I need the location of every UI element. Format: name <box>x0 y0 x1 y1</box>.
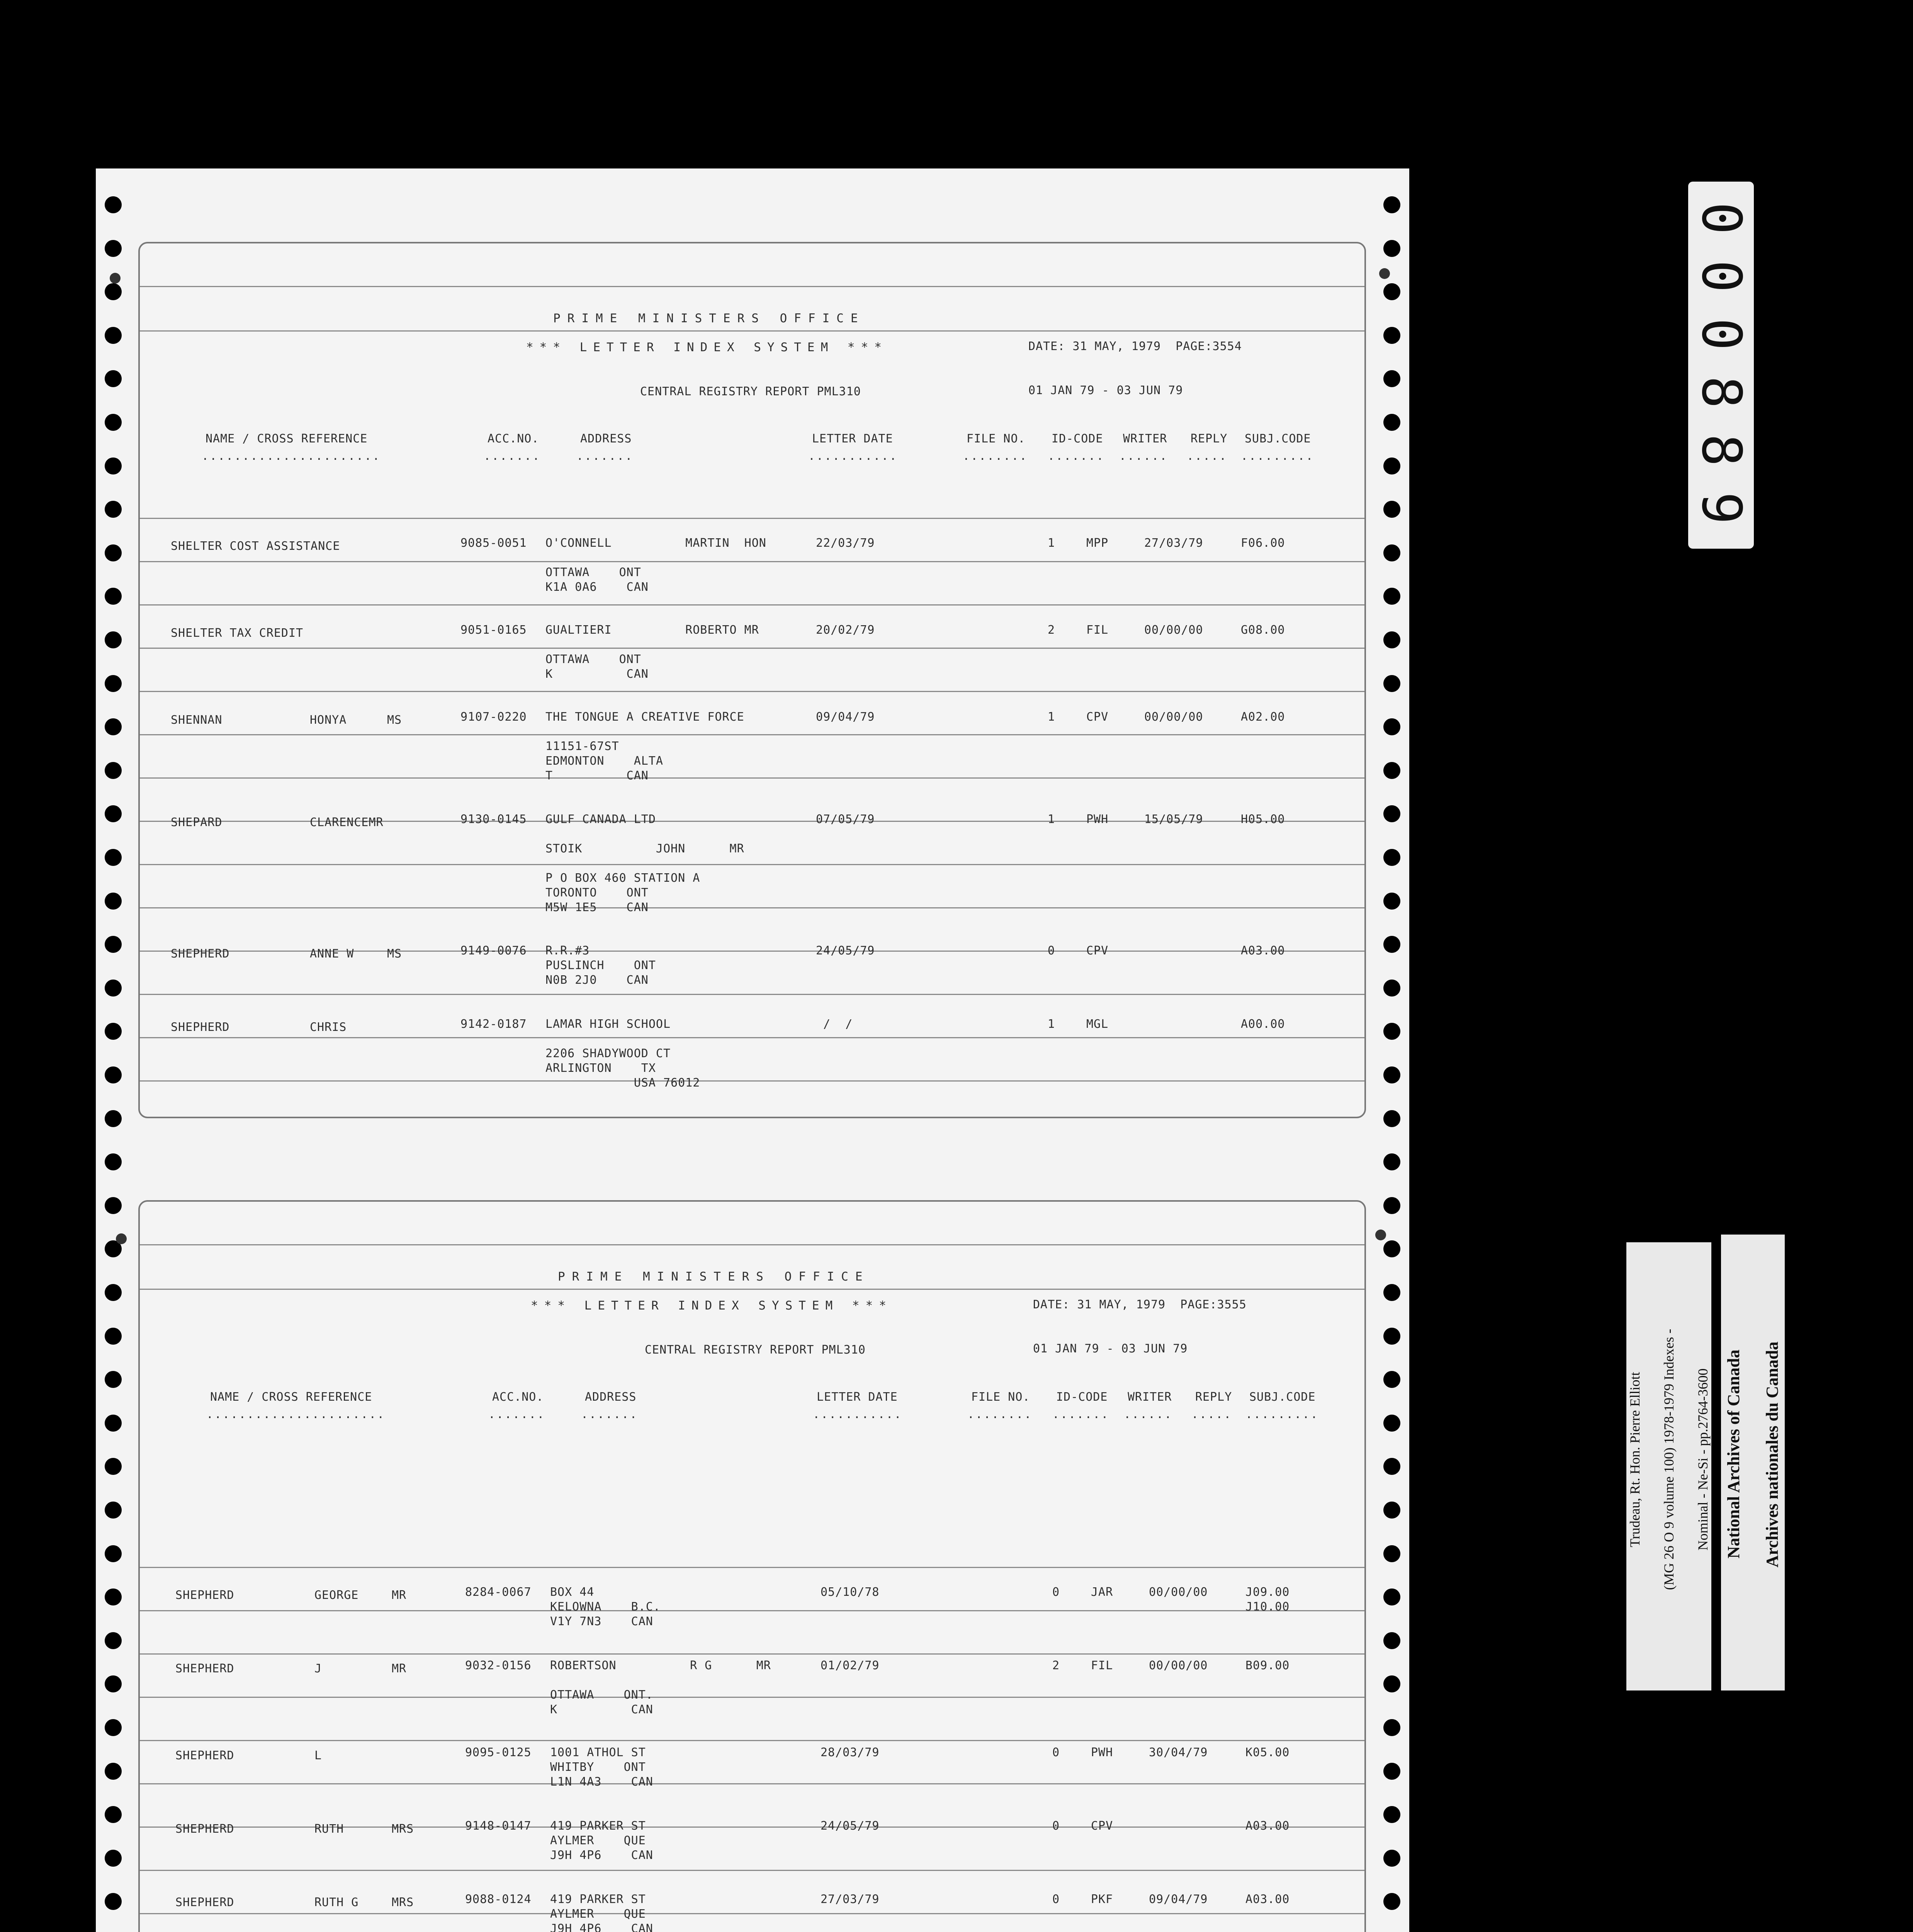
feed-hole <box>1383 457 1400 474</box>
entry-letter-date: 24/05/79 <box>816 944 875 957</box>
feed-hole <box>1383 588 1400 605</box>
report-range: 01 JAN 79 - 03 JUN 79 <box>1033 1342 1188 1355</box>
entry-writer: PKF <box>1091 1893 1113 1906</box>
report-range: 01 JAN 79 - 03 JUN 79 <box>1028 384 1183 397</box>
entry-id-code: 1 <box>1048 710 1055 724</box>
feed-hole <box>1383 718 1400 735</box>
entry-letter-date: 24/05/79 <box>821 1819 880 1833</box>
feed-hole <box>105 936 122 953</box>
form-rule <box>140 1289 1364 1290</box>
feed-hole <box>105 1066 122 1083</box>
feed-hole <box>105 457 122 474</box>
system-title: *** LETTER INDEX SYSTEM *** <box>531 1299 892 1313</box>
institution-french: Archives nationales du Canada <box>1762 1341 1782 1568</box>
column-underline: ...... <box>1124 1408 1173 1421</box>
entry-address-line: N0B 2J0 CAN <box>545 973 649 987</box>
entry-address-line: BOX 44 <box>550 1585 595 1599</box>
feed-hole <box>105 1328 122 1345</box>
entry-acc-no: 9085-0051 <box>460 536 527 550</box>
feed-hole <box>105 1806 122 1823</box>
entry-subject-code: B09.00 <box>1245 1659 1290 1672</box>
feed-hole <box>105 1415 122 1432</box>
feed-hole <box>105 849 122 866</box>
feed-hole <box>1383 240 1400 257</box>
entry-name: SHEPHERD <box>175 1588 234 1602</box>
feed-hole <box>1383 1371 1400 1388</box>
form-rule <box>140 1913 1364 1914</box>
entry-title: MR <box>392 1588 407 1602</box>
entry-address-line: ARLINGTON TX <box>545 1061 656 1075</box>
entry-address-line: 1001 ATHOL ST <box>550 1746 646 1759</box>
feed-hole <box>105 1588 122 1605</box>
entry-subject-code: A03.00 <box>1245 1893 1290 1906</box>
entry-address-line: OTTAWA ONT <box>545 566 641 579</box>
form-rule <box>140 1610 1364 1611</box>
entry-address-line: K1A 0A6 CAN <box>545 580 649 594</box>
column-underline: ....... <box>484 449 541 463</box>
frame-digit: 0 <box>1690 260 1753 293</box>
entry-address-line: KELOWNA B.C. <box>550 1600 661 1614</box>
entry-writer: MGL <box>1086 1017 1109 1031</box>
entry-writer: JAR <box>1091 1585 1113 1599</box>
office-title: PRIME MINISTERS OFFICE <box>553 311 865 325</box>
entry-acc-no: 9051-0165 <box>460 623 527 637</box>
entry-address-line: AYLMER QUE <box>550 1834 646 1847</box>
entry-subject-code: A02.00 <box>1241 710 1285 724</box>
entry-name: SHEPHERD <box>171 947 230 961</box>
feed-hole <box>1383 1240 1400 1257</box>
feed-hole <box>1383 1893 1400 1910</box>
entry-letter-date: 09/04/79 <box>816 710 875 724</box>
entry-acc-no: 9130-0145 <box>460 813 527 826</box>
frame-digit: 0 <box>1690 318 1753 351</box>
column-underline: ....... <box>488 1408 545 1421</box>
entry-name: SHELTER COST ASSISTANCE <box>171 539 340 553</box>
feed-hole <box>105 414 122 431</box>
column-underline: ........... <box>813 1408 902 1421</box>
feed-hole <box>1383 1110 1400 1127</box>
entry-letter-date: 05/10/78 <box>821 1585 880 1599</box>
entry-reply-date: 15/05/79 <box>1144 813 1203 826</box>
entry-address-line: O'CONNELL MARTIN HON <box>545 536 766 550</box>
entry-address-line: 419 PARKER ST <box>550 1819 646 1833</box>
form-rule <box>140 604 1364 605</box>
feed-hole <box>105 196 122 213</box>
entry-address-line: M5W 1E5 CAN <box>545 901 649 914</box>
feed-hole <box>105 893 122 910</box>
entry-address-line: J9H 4P6 CAN <box>550 1849 653 1862</box>
entry-address-line: THE TONGUE A CREATIVE FORCE <box>545 710 744 724</box>
entry-address-line: T CAN <box>545 769 649 782</box>
registration-mark <box>110 273 121 284</box>
feed-hole <box>1383 1545 1400 1562</box>
feed-hole <box>1383 327 1400 344</box>
form-rule <box>140 1080 1364 1082</box>
entry-title: MR <box>392 1662 407 1675</box>
column-header-address: ADDRESS <box>585 1390 637 1404</box>
entry-address-line: LAMAR HIGH SCHOOL <box>545 1017 671 1031</box>
column-header-letter-date: LETTER DATE <box>812 432 893 446</box>
entry-given-name: J <box>314 1662 322 1675</box>
collection-volume: (MG 26 O 9 volume 100) 1978-1979 Indexes - <box>1661 1329 1677 1590</box>
entry-name: SHEPHERD <box>175 1896 234 1909</box>
frame-digit: 8 <box>1690 376 1753 409</box>
feed-hole <box>105 980 122 997</box>
column-underline: ....... <box>581 1408 638 1421</box>
column-header-letter-date: LETTER DATE <box>817 1390 898 1404</box>
column-underline: ......... <box>1245 1408 1319 1421</box>
feed-hole <box>105 718 122 735</box>
feed-hole <box>1383 675 1400 692</box>
entry-letter-date: 01/02/79 <box>821 1659 880 1672</box>
entry-given-name: ANNE W <box>310 947 354 961</box>
entry-address-line: PUSLINCH ONT <box>545 959 656 972</box>
entry-title: MRS <box>392 1822 414 1836</box>
column-underline: ........ <box>967 1408 1033 1421</box>
entry-subject-code: J10.00 <box>1245 1600 1290 1614</box>
form-rule <box>140 1037 1364 1038</box>
feed-hole <box>1383 1328 1400 1345</box>
collection-label <box>1626 1242 1711 1690</box>
entry-subject-code: F06.00 <box>1241 536 1285 550</box>
feed-hole <box>1383 544 1400 561</box>
column-header-reply: REPLY <box>1195 1390 1232 1404</box>
entry-title: MRS <box>392 1896 414 1909</box>
feed-hole <box>105 370 122 387</box>
entry-reply-date: 00/00/00 <box>1144 710 1203 724</box>
report-name: CENTRAL REGISTRY REPORT PML310 <box>645 1343 866 1357</box>
feed-hole <box>1383 1458 1400 1475</box>
column-header-acc: ACC.NO. <box>488 432 539 446</box>
entry-given-name: GEORGE <box>314 1588 359 1602</box>
feed-hole <box>105 1502 122 1519</box>
feed-hole <box>1383 936 1400 953</box>
column-underline: ....... <box>576 449 634 463</box>
feed-hole <box>1383 501 1400 518</box>
feed-hole <box>105 1545 122 1562</box>
feed-hole <box>1383 1763 1400 1780</box>
report-name: CENTRAL REGISTRY REPORT PML310 <box>640 385 861 398</box>
collection-title: Trudeau, Rt. Hon. Pierre Elliott <box>1627 1372 1643 1548</box>
column-header-name: NAME / CROSS REFERENCE <box>206 432 368 446</box>
entry-writer: PWH <box>1086 813 1109 826</box>
feed-hole <box>105 1850 122 1867</box>
entry-writer: CPV <box>1086 944 1109 957</box>
entry-address-line: V1Y 7N3 CAN <box>550 1615 653 1628</box>
entry-address-line: GULF CANADA LTD <box>545 813 656 826</box>
entry-acc-no: 9095-0125 <box>465 1746 532 1759</box>
entry-address-line: EDMONTON ALTA <box>545 754 663 768</box>
registration-mark <box>116 1233 127 1244</box>
entry-title: MS <box>387 947 402 961</box>
entry-writer: FIL <box>1086 623 1109 637</box>
feed-hole <box>105 1284 122 1301</box>
frame-digit: 8 <box>1690 434 1753 467</box>
form-rule <box>140 864 1364 865</box>
feed-hole <box>105 1458 122 1475</box>
entry-subject-code: K05.00 <box>1245 1746 1290 1759</box>
report-page-2 <box>138 1200 1366 1932</box>
feed-hole <box>1383 805 1400 822</box>
feed-hole <box>1383 1632 1400 1649</box>
feed-hole <box>1383 1066 1400 1083</box>
form-rule <box>140 907 1364 908</box>
column-underline: ........ <box>963 449 1028 463</box>
entry-writer: PWH <box>1091 1746 1113 1759</box>
frame-digit: 9 <box>1690 492 1753 525</box>
form-rule <box>140 1653 1364 1655</box>
entry-id-code: 0 <box>1052 1585 1060 1599</box>
form-rule <box>140 648 1364 649</box>
institution-label <box>1721 1235 1785 1690</box>
entry-name: SHEPHERD <box>175 1662 234 1675</box>
entry-id-code: 2 <box>1048 623 1055 637</box>
column-header-reply: REPLY <box>1191 432 1228 446</box>
entry-name: SHENNAN <box>171 713 223 727</box>
feed-hole <box>105 1893 122 1910</box>
report-date-page: DATE: 31 MAY, 1979 PAGE:3554 <box>1028 340 1242 353</box>
feed-hole <box>105 240 122 257</box>
entry-subject-code: H05.00 <box>1241 813 1285 826</box>
feed-hole <box>1383 1284 1400 1301</box>
feed-hole <box>105 1719 122 1736</box>
column-underline: ....... <box>1052 1408 1109 1421</box>
feed-hole <box>1383 1588 1400 1605</box>
system-title: *** LETTER INDEX SYSTEM *** <box>526 340 888 354</box>
feed-hole <box>105 327 122 344</box>
entry-acc-no: 9149-0076 <box>460 944 527 957</box>
feed-hole <box>1383 1675 1400 1692</box>
form-rule <box>140 1870 1364 1871</box>
entry-letter-date: 28/03/79 <box>821 1746 880 1759</box>
entry-id-code: 2 <box>1052 1659 1060 1672</box>
feed-hole <box>1383 980 1400 997</box>
entry-id-code: 0 <box>1052 1893 1060 1906</box>
feed-hole <box>105 631 122 648</box>
column-underline: ........... <box>808 449 898 463</box>
feed-hole <box>1383 283 1400 300</box>
feed-hole <box>1383 762 1400 779</box>
form-rule <box>140 518 1364 519</box>
column-header-writer: WRITER <box>1123 432 1167 446</box>
report-page-1 <box>138 242 1366 1118</box>
entry-address-line: K CAN <box>545 667 649 681</box>
entry-letter-date: 22/03/79 <box>816 536 875 550</box>
feed-hole <box>105 588 122 605</box>
form-rule <box>140 1740 1364 1741</box>
feed-hole <box>1383 1415 1400 1432</box>
feed-hole <box>1383 849 1400 866</box>
entry-id-code: 0 <box>1052 1819 1060 1833</box>
entry-reply-date: 00/00/00 <box>1149 1585 1208 1599</box>
institution-english: National Archives of Canada <box>1724 1349 1743 1559</box>
entry-name: SHEPHERD <box>175 1749 234 1762</box>
column-header-subj: SUBJ.CODE <box>1245 432 1311 446</box>
entry-address-line: TORONTO ONT <box>545 886 649 900</box>
form-rule <box>140 1244 1364 1245</box>
column-header-acc: ACC.NO. <box>492 1390 544 1404</box>
feed-hole <box>105 1110 122 1127</box>
entry-address-line: K CAN <box>550 1703 653 1716</box>
column-header-file-no: FILE NO. <box>971 1390 1030 1404</box>
office-title: PRIME MINISTERS OFFICE <box>558 1270 870 1284</box>
feed-hole <box>105 1023 122 1040</box>
entry-id-code: 0 <box>1052 1746 1060 1759</box>
feed-hole <box>105 1675 122 1692</box>
entry-subject-code: A03.00 <box>1245 1819 1290 1833</box>
entry-reply-date: 30/04/79 <box>1149 1746 1208 1759</box>
entry-acc-no: 9032-0156 <box>465 1659 532 1672</box>
entry-letter-date: 27/03/79 <box>821 1893 880 1906</box>
tractor-feed-right <box>1374 168 1409 1932</box>
feed-hole <box>1383 1850 1400 1867</box>
entry-acc-no: 8284-0067 <box>465 1585 532 1599</box>
form-rule <box>140 1567 1364 1568</box>
entry-address-line: ROBERTSON R G MR <box>550 1659 771 1672</box>
entry-subject-code: J09.00 <box>1245 1585 1290 1599</box>
column-underline: ..... <box>1187 449 1228 463</box>
collection-range: Nominal - Ne-Si - pp.2764-3600 <box>1695 1368 1711 1551</box>
feed-hole <box>105 283 122 300</box>
entry-reply-date: 09/04/79 <box>1149 1893 1208 1906</box>
tractor-feed-left <box>96 168 131 1932</box>
feed-hole <box>1383 1023 1400 1040</box>
feed-hole <box>1383 631 1400 648</box>
entry-acc-no: 9088-0124 <box>465 1893 532 1906</box>
entry-title: MS <box>387 713 402 727</box>
entry-given-name: HONYA <box>310 713 347 727</box>
entry-subject-code: A03.00 <box>1241 944 1285 957</box>
archive-frame-number <box>1688 182 1754 549</box>
entry-address-line: WHITBY ONT <box>550 1760 646 1774</box>
report-date-page: DATE: 31 MAY, 1979 PAGE:3555 <box>1033 1298 1247 1311</box>
column-underline: ...... <box>1119 449 1168 463</box>
entry-name: SHEPHERD <box>171 1020 230 1034</box>
entry-name: SHELTER TAX CREDIT <box>171 626 304 640</box>
form-rule <box>140 1697 1364 1698</box>
entry-address-line: STOIK JOHN MR <box>545 842 744 855</box>
column-header-address: ADDRESS <box>580 432 632 446</box>
entry-reply-date: 27/03/79 <box>1144 536 1203 550</box>
entry-acc-no: 9148-0147 <box>465 1819 532 1833</box>
entry-address-line: 2206 SHADYWOOD CT <box>545 1047 671 1060</box>
column-underline: ..... <box>1191 1408 1232 1421</box>
entry-address-line: 419 PARKER ST <box>550 1893 646 1906</box>
entry-subject-code: G08.00 <box>1241 623 1285 637</box>
form-rule <box>140 691 1364 692</box>
feed-hole <box>105 1632 122 1649</box>
feed-hole <box>1383 196 1400 213</box>
printout-sheet <box>96 168 1409 1932</box>
entry-id-code: 1 <box>1048 536 1055 550</box>
entry-name: SHEPHERD <box>175 1822 234 1836</box>
registration-mark <box>1379 268 1390 279</box>
feed-hole <box>1383 1806 1400 1823</box>
feed-hole <box>1383 893 1400 910</box>
feed-hole <box>105 1371 122 1388</box>
column-underline: ...................... <box>202 449 381 463</box>
entry-writer: MPP <box>1086 536 1109 550</box>
column-underline: ...................... <box>206 1408 386 1421</box>
column-underline: ....... <box>1048 449 1105 463</box>
frame-digit: 0 <box>1690 202 1753 235</box>
entry-writer: FIL <box>1091 1659 1113 1672</box>
feed-hole <box>1383 370 1400 387</box>
column-header-subj: SUBJ.CODE <box>1249 1390 1316 1404</box>
entry-letter-date: 07/05/79 <box>816 813 875 826</box>
column-header-writer: WRITER <box>1128 1390 1172 1404</box>
entry-id-code: 0 <box>1048 944 1055 957</box>
entry-given-name: CLARENCEMR <box>310 816 384 829</box>
form-rule <box>140 734 1364 735</box>
form-rule <box>140 561 1364 562</box>
entry-address-line: 11151-67ST <box>545 740 619 753</box>
entry-id-code: 1 <box>1048 1017 1055 1031</box>
feed-hole <box>105 762 122 779</box>
form-rule <box>140 994 1364 995</box>
entry-address-line: P O BOX 460 STATION A <box>545 871 700 885</box>
entry-given-name: L <box>314 1749 322 1762</box>
entry-name: SHEPARD <box>171 816 223 829</box>
entry-id-code: 1 <box>1048 813 1055 826</box>
feed-hole <box>105 1197 122 1214</box>
entry-acc-no: 9142-0187 <box>460 1017 527 1031</box>
entry-writer: CPV <box>1086 710 1109 724</box>
column-header-id-code: ID-CODE <box>1056 1390 1108 1404</box>
registration-mark <box>1375 1230 1386 1240</box>
entry-address-line: R.R.#3 <box>545 944 590 957</box>
entry-address-line: L1N 4A3 CAN <box>550 1775 653 1789</box>
feed-hole <box>1383 1153 1400 1170</box>
form-rule <box>140 1783 1364 1784</box>
entry-subject-code: A00.00 <box>1241 1017 1285 1031</box>
entry-writer: CPV <box>1091 1819 1113 1833</box>
column-header-id-code: ID-CODE <box>1052 432 1103 446</box>
entry-address-line: OTTAWA ONT <box>545 653 641 666</box>
entry-reply-date: 00/00/00 <box>1149 1659 1208 1672</box>
feed-hole <box>105 501 122 518</box>
entry-letter-date: / / <box>816 1017 853 1031</box>
entry-given-name: RUTH <box>314 1822 344 1836</box>
column-underline: ......... <box>1241 449 1314 463</box>
feed-hole <box>1383 414 1400 431</box>
feed-hole <box>105 1153 122 1170</box>
feed-hole <box>1383 1502 1400 1519</box>
column-header-name: NAME / CROSS REFERENCE <box>210 1390 372 1404</box>
entry-acc-no: 9107-0220 <box>460 710 527 724</box>
feed-hole <box>1383 1197 1400 1214</box>
entry-address-line: USA 76012 <box>545 1076 700 1090</box>
feed-hole <box>1383 1719 1400 1736</box>
entry-given-name: CHRIS <box>310 1020 347 1034</box>
entry-address-line: GUALTIERI ROBERTO MR <box>545 623 759 637</box>
entry-reply-date: 00/00/00 <box>1144 623 1203 637</box>
feed-hole <box>105 675 122 692</box>
feed-hole <box>105 1763 122 1780</box>
column-header-file-no: FILE NO. <box>967 432 1026 446</box>
feed-hole <box>105 544 122 561</box>
form-rule <box>140 777 1364 779</box>
entry-letter-date: 20/02/79 <box>816 623 875 637</box>
entry-address-line: OTTAWA ONT. <box>550 1688 653 1702</box>
form-rule <box>140 330 1364 332</box>
entry-address-line: AYLMER QUE <box>550 1907 646 1921</box>
entry-address-line: J9H 4P6 CAN <box>550 1922 653 1932</box>
feed-hole <box>105 805 122 822</box>
form-rule <box>140 286 1364 287</box>
entry-given-name: RUTH G <box>314 1896 359 1909</box>
